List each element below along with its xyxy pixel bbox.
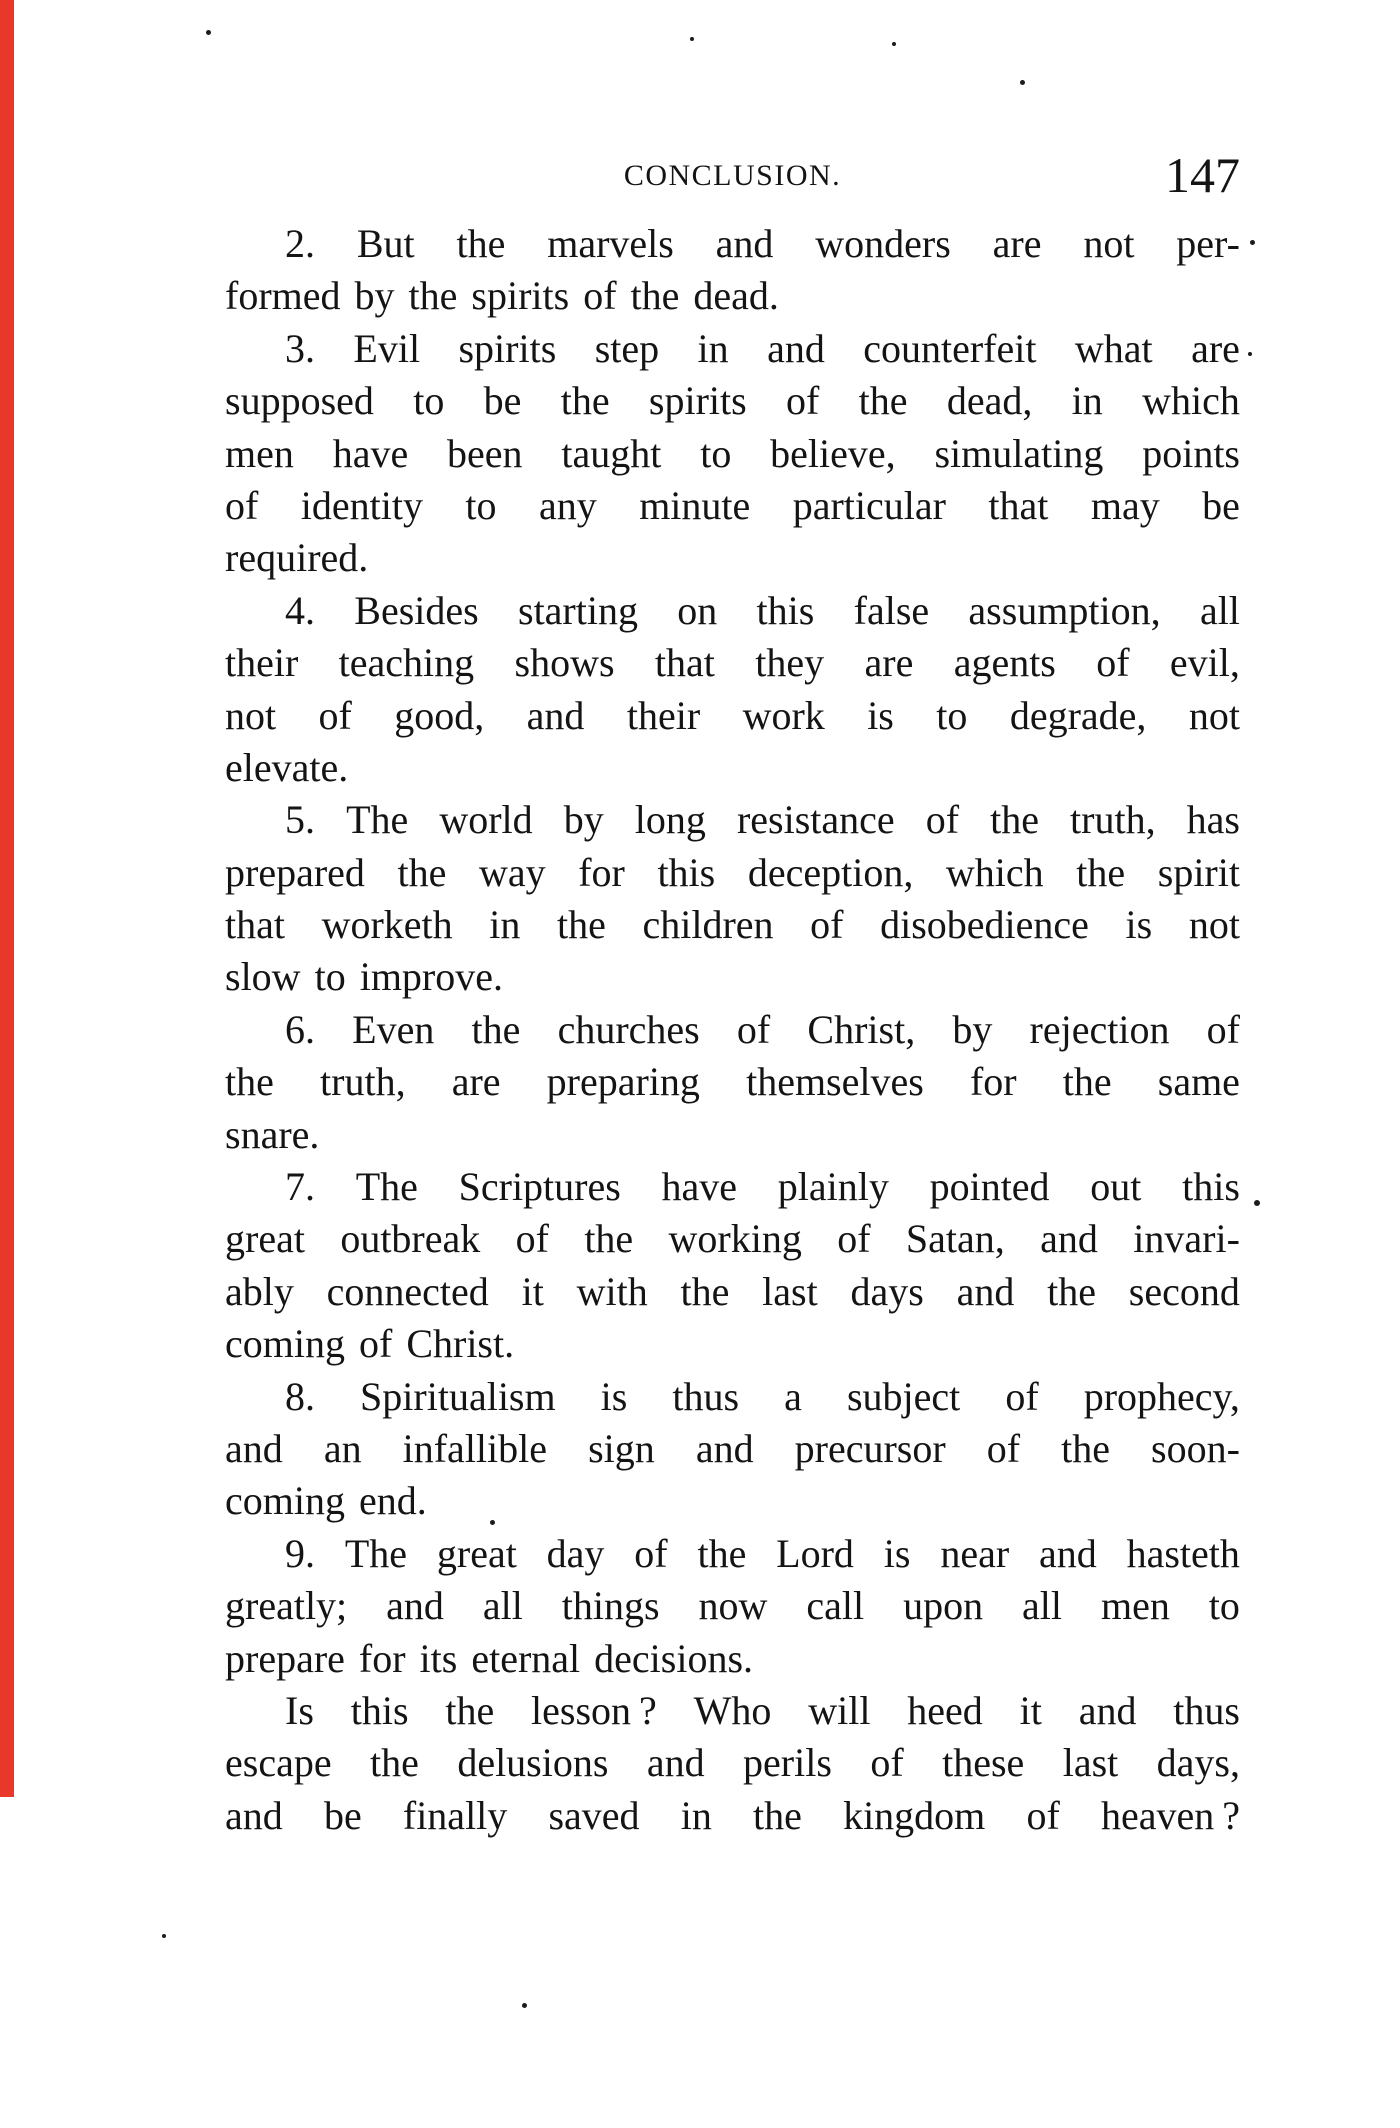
word: on xyxy=(677,587,718,633)
word: to xyxy=(413,378,445,424)
word: the xyxy=(557,902,606,948)
word: improve. xyxy=(359,954,504,1000)
text-line-21 xyxy=(225,1266,1240,1318)
word: 3. xyxy=(285,325,315,371)
word: eternal xyxy=(471,1635,581,1681)
word: Is xyxy=(285,1687,314,1733)
word: all xyxy=(1022,1583,1062,1629)
word: for xyxy=(578,849,625,895)
word: deception, xyxy=(747,849,914,895)
scan-speck-1 xyxy=(206,30,211,35)
word: themselves xyxy=(746,1059,924,1105)
word: now xyxy=(698,1583,768,1629)
word: the xyxy=(225,1059,274,1105)
word: children xyxy=(642,902,774,948)
word: not xyxy=(225,692,277,738)
word: Spiritualism xyxy=(360,1373,556,1419)
word: this xyxy=(756,587,815,633)
word: work xyxy=(742,692,825,738)
word: precursor xyxy=(794,1425,946,1471)
text-line-6 xyxy=(225,480,1240,532)
word: and xyxy=(956,1268,1015,1314)
word: supposed xyxy=(225,378,374,424)
word: in xyxy=(1071,378,1103,424)
scan-speck-2 xyxy=(690,37,694,41)
word: thus xyxy=(672,1373,740,1419)
text-line-5 xyxy=(225,428,1240,480)
text-line-28 xyxy=(225,1633,1240,1685)
word: to xyxy=(700,430,732,476)
word: formed xyxy=(225,273,341,319)
word: believe, xyxy=(770,430,896,476)
word: of xyxy=(786,378,820,424)
text-line-18 xyxy=(225,1109,1240,1161)
word: world xyxy=(439,797,533,843)
word: coming xyxy=(225,1321,345,1367)
word: of xyxy=(358,1321,393,1367)
word: soon- xyxy=(1151,1425,1240,1471)
word: heaven ? xyxy=(1100,1792,1240,1838)
word: 7. xyxy=(285,1164,315,1210)
word: the xyxy=(370,1740,419,1786)
scan-speck-5 xyxy=(1250,240,1255,245)
word: prophecy, xyxy=(1083,1373,1240,1419)
text-line-31 xyxy=(225,1790,1240,1842)
word: of xyxy=(318,692,352,738)
word: the xyxy=(1076,849,1126,895)
word: the xyxy=(445,1687,495,1733)
word: of xyxy=(837,1216,871,1262)
text-line-13 xyxy=(225,847,1240,899)
word: not xyxy=(1188,902,1240,948)
word: particular xyxy=(792,482,946,528)
word: have xyxy=(332,430,409,476)
word: of xyxy=(583,273,617,319)
word: an xyxy=(323,1425,362,1471)
word: its xyxy=(419,1635,458,1681)
text-line-2 xyxy=(225,270,1240,322)
word: great xyxy=(225,1216,305,1262)
word: slow xyxy=(225,954,301,1000)
word: ably xyxy=(225,1268,294,1314)
word: hasteth xyxy=(1126,1530,1240,1576)
word: the xyxy=(397,849,447,895)
word: wonders xyxy=(815,221,951,266)
word: infallible xyxy=(402,1425,548,1471)
word: of xyxy=(925,797,960,843)
word: The xyxy=(344,1530,408,1576)
word: is xyxy=(1125,902,1153,948)
word: be xyxy=(1202,482,1240,528)
word: evil, xyxy=(1169,640,1240,686)
word: teaching xyxy=(338,640,475,686)
word: are xyxy=(451,1059,501,1105)
word: have xyxy=(661,1164,738,1210)
word: resistance xyxy=(736,797,895,843)
word: what xyxy=(1074,325,1153,371)
word: are xyxy=(864,640,914,686)
word: 8. xyxy=(285,1373,315,1419)
word: for xyxy=(358,1635,406,1681)
word: dead. xyxy=(693,273,779,319)
word: is xyxy=(600,1373,628,1419)
word: of xyxy=(1096,640,1130,686)
scan-speck-8 xyxy=(490,1520,495,1525)
word: these xyxy=(942,1740,1025,1786)
word: of xyxy=(225,482,259,528)
word: finally xyxy=(402,1792,508,1838)
word: been xyxy=(447,430,523,476)
word: this xyxy=(1182,1164,1240,1210)
word: coming xyxy=(225,1478,345,1524)
word: and xyxy=(715,221,774,266)
word: Even xyxy=(352,1006,435,1052)
text-line-3 xyxy=(225,323,1240,375)
word: days xyxy=(850,1268,924,1314)
word: points xyxy=(1142,430,1240,476)
scan-speck-6 xyxy=(1248,352,1252,356)
word: second xyxy=(1128,1268,1240,1314)
text-line-15 xyxy=(225,951,1240,1003)
word: pointed xyxy=(929,1164,1050,1210)
word: same xyxy=(1157,1059,1240,1105)
word: 2. xyxy=(285,221,315,266)
word: not xyxy=(1083,221,1135,266)
text-line-17 xyxy=(225,1056,1240,1108)
word: rejection xyxy=(1029,1006,1170,1052)
text-line-10 xyxy=(225,690,1240,742)
word: all xyxy=(1199,587,1240,633)
word: assumption, xyxy=(968,587,1161,633)
word: shows xyxy=(514,640,615,686)
word: may xyxy=(1090,482,1160,528)
text-line-1 xyxy=(225,218,1240,270)
word: truth, xyxy=(320,1059,406,1105)
word: are xyxy=(1191,325,1240,371)
word: call xyxy=(806,1583,865,1629)
word: thus xyxy=(1173,1687,1240,1733)
word: men xyxy=(225,430,294,476)
word: identity xyxy=(300,482,423,528)
word: churches xyxy=(557,1006,700,1052)
word: Satan, xyxy=(905,1216,1005,1262)
page-number: 147 xyxy=(1165,147,1240,203)
word: near xyxy=(940,1530,1010,1576)
word: for xyxy=(969,1059,1017,1105)
scan-speck-9 xyxy=(162,1934,166,1938)
word: it xyxy=(521,1268,544,1314)
word: Scriptures xyxy=(458,1164,621,1210)
word: Who xyxy=(693,1687,772,1733)
scan-speck-7 xyxy=(1254,1200,1260,1206)
word: day xyxy=(546,1530,605,1576)
word: spirits xyxy=(471,273,570,319)
word: Evil xyxy=(353,325,421,371)
word: last xyxy=(1062,1740,1119,1786)
word: of xyxy=(1005,1373,1039,1419)
word: with xyxy=(576,1268,648,1314)
word: a xyxy=(784,1373,802,1419)
word: of xyxy=(810,902,844,948)
text-line-23 xyxy=(225,1371,1240,1423)
word: worketh xyxy=(321,902,453,948)
word: has xyxy=(1186,797,1240,843)
word: this xyxy=(350,1687,409,1733)
word: of xyxy=(986,1425,1021,1471)
word: the xyxy=(990,797,1039,843)
word: and xyxy=(1038,1530,1097,1576)
word: by xyxy=(354,273,395,319)
word: of xyxy=(870,1740,904,1786)
word: connected xyxy=(326,1268,489,1314)
word: counterfeit xyxy=(863,325,1037,371)
word: all xyxy=(482,1583,523,1629)
word: out xyxy=(1090,1164,1142,1210)
word: step xyxy=(594,325,660,371)
page-edge-stripe xyxy=(0,0,14,1797)
word: men xyxy=(1100,1583,1170,1629)
word: lesson ? xyxy=(531,1687,657,1733)
word: preparing xyxy=(546,1059,700,1105)
word: false xyxy=(853,587,930,633)
word: and xyxy=(646,1740,705,1786)
text-line-7 xyxy=(225,532,1240,584)
word: and xyxy=(526,692,585,738)
word: days, xyxy=(1156,1740,1240,1786)
word: per- xyxy=(1176,221,1240,266)
word: the xyxy=(456,221,506,266)
word: the xyxy=(1047,1268,1097,1314)
word: taught xyxy=(561,430,662,476)
word: the xyxy=(753,1792,802,1838)
word: to xyxy=(314,954,346,1000)
word: escape xyxy=(225,1740,332,1786)
word: working xyxy=(668,1216,802,1262)
word: 9. xyxy=(285,1530,315,1576)
word: marvels xyxy=(547,221,674,266)
word: by xyxy=(952,1006,993,1052)
word: and xyxy=(225,1792,283,1838)
word: of xyxy=(1026,1792,1060,1838)
word: 4. xyxy=(285,587,315,633)
word: of xyxy=(736,1006,771,1052)
text-line-22 xyxy=(225,1318,1240,1370)
text-line-9 xyxy=(225,637,1240,689)
word: the xyxy=(680,1268,730,1314)
word: their xyxy=(626,692,701,738)
text-line-19 xyxy=(225,1161,1240,1213)
word: that xyxy=(225,902,285,948)
word: to xyxy=(465,482,497,528)
text-line-25 xyxy=(225,1475,1240,1527)
scan-speck-10 xyxy=(522,2003,527,2008)
word: to xyxy=(1208,1583,1240,1629)
running-header-title: CONCLUSION. xyxy=(623,159,842,192)
word: be xyxy=(483,378,522,424)
word: But xyxy=(356,221,415,266)
word: greatly; xyxy=(225,1583,348,1629)
word: not xyxy=(1188,692,1240,738)
word: things xyxy=(561,1583,660,1629)
word: the xyxy=(697,1530,747,1576)
text-line-4 xyxy=(225,375,1240,427)
word: elevate. xyxy=(225,744,349,790)
word: in xyxy=(697,325,729,371)
word: upon xyxy=(903,1583,984,1629)
word: agents xyxy=(953,640,1056,686)
word: Christ. xyxy=(406,1321,515,1367)
word: plainly xyxy=(777,1164,889,1210)
word: Christ, xyxy=(807,1006,916,1052)
scan-speck-3 xyxy=(892,42,896,46)
word: of xyxy=(1206,1006,1240,1052)
word: last xyxy=(762,1268,818,1314)
word: and xyxy=(386,1583,444,1629)
word: that xyxy=(988,482,1049,528)
word: in xyxy=(680,1792,712,1838)
word: be xyxy=(323,1792,362,1838)
word: the xyxy=(560,378,610,424)
word: 5. xyxy=(285,797,315,843)
word: and xyxy=(1040,1216,1098,1262)
word: subject xyxy=(846,1373,961,1419)
word: Lord xyxy=(776,1530,854,1576)
word: are xyxy=(992,221,1042,266)
text-line-29 xyxy=(225,1685,1240,1737)
word: to xyxy=(936,692,968,738)
word: perils xyxy=(743,1740,832,1786)
text-line-8 xyxy=(225,585,1240,637)
word: spirit xyxy=(1157,849,1240,895)
word: will xyxy=(808,1687,871,1733)
word: The xyxy=(355,1164,418,1210)
scan-speck-4 xyxy=(1020,80,1025,85)
word: Besides xyxy=(354,587,479,633)
word: starting xyxy=(518,587,638,633)
text-line-30 xyxy=(225,1737,1240,1789)
word: The xyxy=(346,797,409,843)
word: the xyxy=(471,1006,521,1052)
word: truth, xyxy=(1070,797,1156,843)
word: minute xyxy=(639,482,751,528)
word: decisions. xyxy=(594,1635,754,1681)
word: sign xyxy=(588,1425,655,1471)
word: in xyxy=(489,902,521,948)
word: and xyxy=(767,325,825,371)
word: good, xyxy=(394,692,485,738)
word: long xyxy=(634,797,706,843)
word: disobedience xyxy=(880,902,1089,948)
word: spirits xyxy=(648,378,747,424)
word: which xyxy=(1142,378,1240,424)
word: the xyxy=(630,273,680,319)
text-line-20 xyxy=(225,1213,1240,1265)
word: by xyxy=(563,797,604,843)
word: they xyxy=(755,640,825,686)
word: is xyxy=(867,692,894,738)
text-line-14 xyxy=(225,899,1240,951)
word: way xyxy=(478,849,546,895)
word: simulating xyxy=(934,430,1104,476)
word: this xyxy=(657,849,716,895)
word: snare. xyxy=(225,1111,320,1157)
word: the xyxy=(584,1216,634,1262)
body-text xyxy=(225,218,1240,1842)
word: that xyxy=(654,640,715,686)
word: and xyxy=(225,1425,283,1471)
word: any xyxy=(538,482,597,528)
word: and xyxy=(1078,1687,1137,1733)
word: great xyxy=(436,1530,517,1576)
word: the xyxy=(1062,1059,1112,1105)
word: the xyxy=(858,378,908,424)
word: required. xyxy=(225,535,369,581)
word: the xyxy=(1061,1425,1110,1471)
word: dead, xyxy=(946,378,1033,424)
text-line-11 xyxy=(225,742,1240,794)
word: is xyxy=(883,1530,911,1576)
word: their xyxy=(225,640,299,686)
word: of xyxy=(515,1216,549,1262)
text-line-24 xyxy=(225,1423,1240,1475)
text-line-26 xyxy=(225,1528,1240,1580)
word: the xyxy=(408,273,458,319)
word: which xyxy=(945,849,1044,895)
word: prepared xyxy=(225,849,365,895)
word: outbreak xyxy=(340,1216,481,1262)
word: and xyxy=(695,1425,754,1471)
word: it xyxy=(1019,1687,1042,1733)
word: prepare xyxy=(225,1635,345,1681)
word: delusions xyxy=(457,1740,609,1786)
word: 6. xyxy=(285,1006,315,1052)
word: kingdom xyxy=(843,1792,986,1838)
word: end. xyxy=(358,1478,427,1524)
word: spirits xyxy=(458,325,557,371)
word: degrade, xyxy=(1009,692,1147,738)
word: of xyxy=(634,1530,668,1576)
word: saved xyxy=(548,1792,640,1838)
text-line-27 xyxy=(225,1580,1240,1632)
text-line-16 xyxy=(225,1004,1240,1056)
text-line-12 xyxy=(225,794,1240,846)
word: heed xyxy=(907,1687,983,1733)
word: invari- xyxy=(1133,1216,1240,1262)
